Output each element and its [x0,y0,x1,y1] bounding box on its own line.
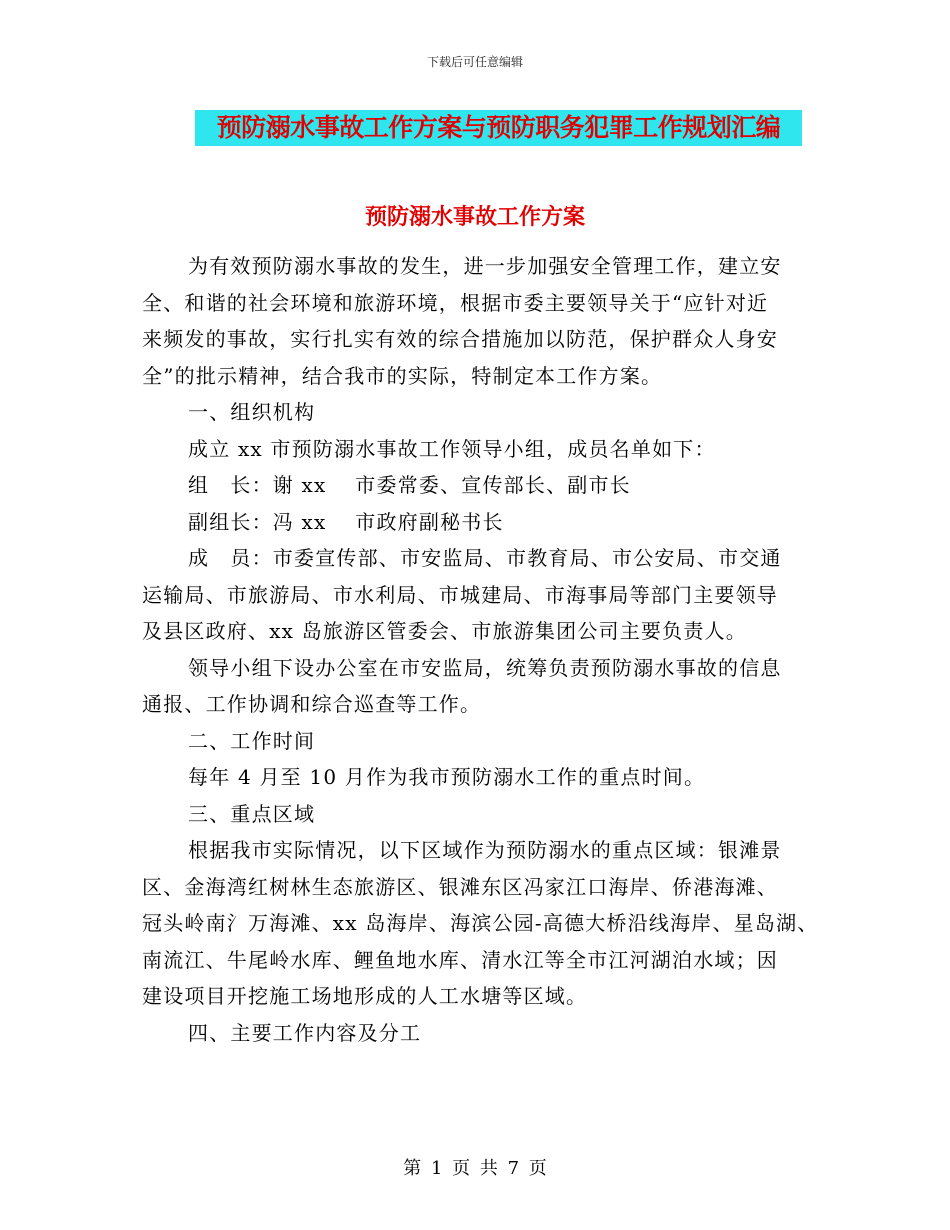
paragraph-line: 副组长：冯 xx 市政府副秘书长 [188,509,504,534]
document-main-title: 预防溺水事故工作方案与预防职务犯罪工作规划汇编 [195,110,802,146]
section-heading: 一、组织机构 [188,400,316,424]
paragraph-line: 全、和谐的社会环境和旅游环境，根据市委主要领导关于“应针对近 [142,290,769,315]
section-heading: 二、工作时间 [188,728,316,753]
paragraph-line: 成 员：市委宣传部、市安监局、市教育局、市公安局、市交通 [188,546,782,570]
paragraph-line: 南流江、牛尾岭水库、鲤鱼地水库、清水江等全市江河湖泊水域；因 [142,947,778,972]
paragraph-line: 冠头岭南氵万海滩、xx 岛海岸、海滨公园-高德大桥沿线海岸、星岛湖、 [142,911,819,935]
section-title: 预防溺水事故工作方案 [364,204,585,230]
paragraph-line: 建设项目开挖施工场地形成的人工水塘等区域。 [142,984,588,1008]
paragraph-line: 及县区政府、xx 岛旅游区管委会、市旅游集团公司主要负责人。 [142,619,747,643]
section-heading: 三、重点区域 [188,801,316,826]
paragraph-line: 运输局、市旅游局、市水利局、市城建局、市海事局等部门主要领导 [142,582,778,607]
paragraph-line: 来频发的事故，实行扎实有效的综合措施加以防范，保护群众人身安 [142,327,778,351]
header-note: 下载后可任意编辑 [426,55,523,69]
paragraph-line: 成立 xx 市预防溺水事故工作领导小组，成员名单如下： [188,436,716,461]
paragraph-line: 为有效预防溺水事故的发生，进一步加强安全管理工作，建立安 [188,254,782,278]
page-footer: 第 1 页 共 7 页 [403,1158,547,1179]
paragraph-line: 区、金海湾红树林生态旅游区、银滩东区冯家江口海岸、侨港海滩、 [142,874,778,899]
section-heading: 四、主要工作内容及分工 [188,1020,422,1045]
body-text [142,248,832,1051]
paragraph-line: 组 长：谢 xx 市委常委、宣传部长、副市长 [188,473,631,497]
paragraph-line: 根据我市实际情况，以下区域作为预防溺水的重点区域：银滩景 [188,838,782,862]
paragraph-line: 通报、工作协调和综合巡查等工作。 [142,692,482,716]
paragraph-line: 每年 4 月至 10 月作为我市预防溺水工作的重点时间。 [188,765,706,789]
paragraph-line: 全”的批示精神，结合我市的实际，特制定本工作方案。 [142,363,663,388]
paragraph-line: 领导小组下设办公室在市安监局，统筹负责预防溺水事故的信息 [188,655,782,680]
